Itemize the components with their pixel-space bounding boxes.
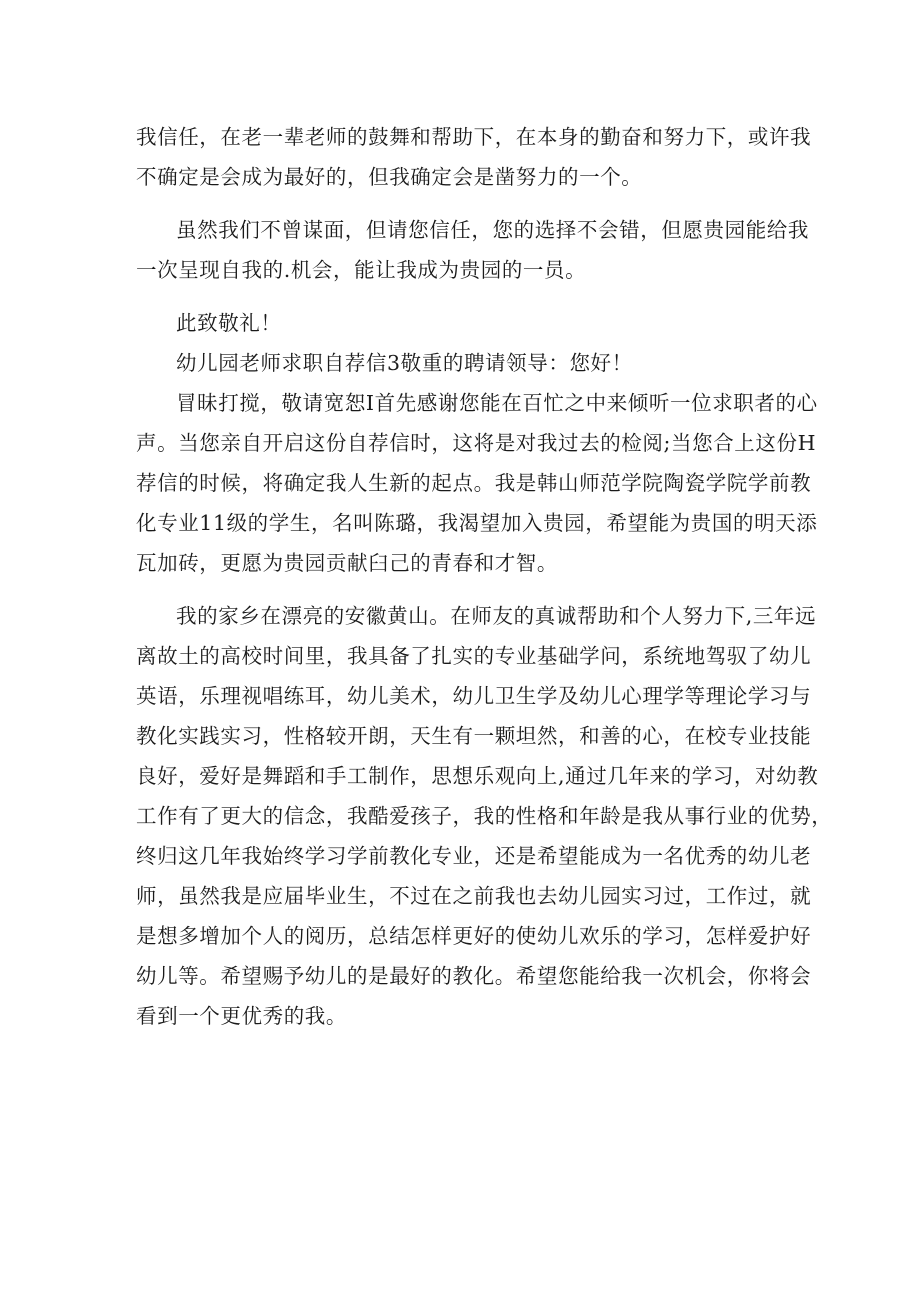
text-line: 我的家乡在漂亮的安徽黄山。在师友的真诚帮助和个人努力下,三年远 [176, 604, 817, 628]
text-line: 终归这几年我始终学习学前教化专业，还是希望能成为一名优秀的幼儿老 [136, 844, 812, 868]
text-line: 工作有了更大的信念，我酷爱孩子，我的性格和年龄是我从事行业的优势， [136, 804, 833, 828]
text-line: 不确定是会成为最好的，但我确定会是凿努力的一个。 [136, 165, 643, 189]
text-line: 虽然我们不曾谋面，但请您信任，您的选择不会错，但愿贵园能给我 [176, 218, 809, 242]
text-line: 一次呈现自我的.机会，能让我成为贵园的一员。 [136, 258, 587, 282]
closing-salutation: 此致敬礼！ [176, 311, 282, 335]
text-line: 幼儿等。希望赐予幼儿的是最好的教化。希望您能给我一次机会，你将会 [136, 964, 812, 988]
text-line: 荐信的时候，将确定我人生新的起点。我是韩山师范学院陶瓷学院学前教 [136, 471, 812, 495]
text-line: 是想多增加个人的阅历，总结怎样更好的使幼儿欢乐的学习，怎样爱护好 [136, 924, 812, 948]
text-line: 声。当您亲自开启这份自荐信时，这将是对我过去的检阅;当您合上这份H [136, 431, 817, 455]
text-line: 良好，爱好是舞蹈和手工制作，思想乐观向上,通过几年来的学习，对幼教 [136, 764, 819, 788]
text-line: 离故土的高校时间里，我具备了扎实的专业基础学问，系统地驾驭了幼儿 [136, 644, 812, 668]
text-line: 化专业11级的学生，名叫陈璐，我渴望加入贵园，希望能为贵国的明天添 [136, 511, 818, 535]
text-line: 教化实践实习，性格较开朗，天生有一颗坦然，和善的心，在校专业技能 [136, 724, 812, 748]
text-line: 英语，乐理视唱练耳，幼儿美术，幼儿卫生学及幼儿心理学等理论学习与 [136, 684, 812, 708]
letter-body [136, 117, 833, 1036]
text-line: 我信任，在老一辈老师的鼓舞和帮助下，在本身的勤奋和努力下，或许我 [136, 125, 812, 149]
letter-heading: 幼儿园老师求职自荐信3敬重的聘请领导：您好！ [176, 351, 633, 375]
text-line: 冒昧打搅，敬请宽恕I首先感谢您能在百忙之中来倾听一位求职者的心 [176, 391, 818, 415]
text-line: 瓦加砖，更愿为贵园贡献臼己的青春和才智。 [136, 551, 558, 575]
text-line: 看到一个更优秀的我。 [136, 1004, 347, 1028]
text-line: 师，虽然我是应届毕业生，不过在之前我也去幼儿园实习过，工作过，就 [136, 884, 812, 908]
